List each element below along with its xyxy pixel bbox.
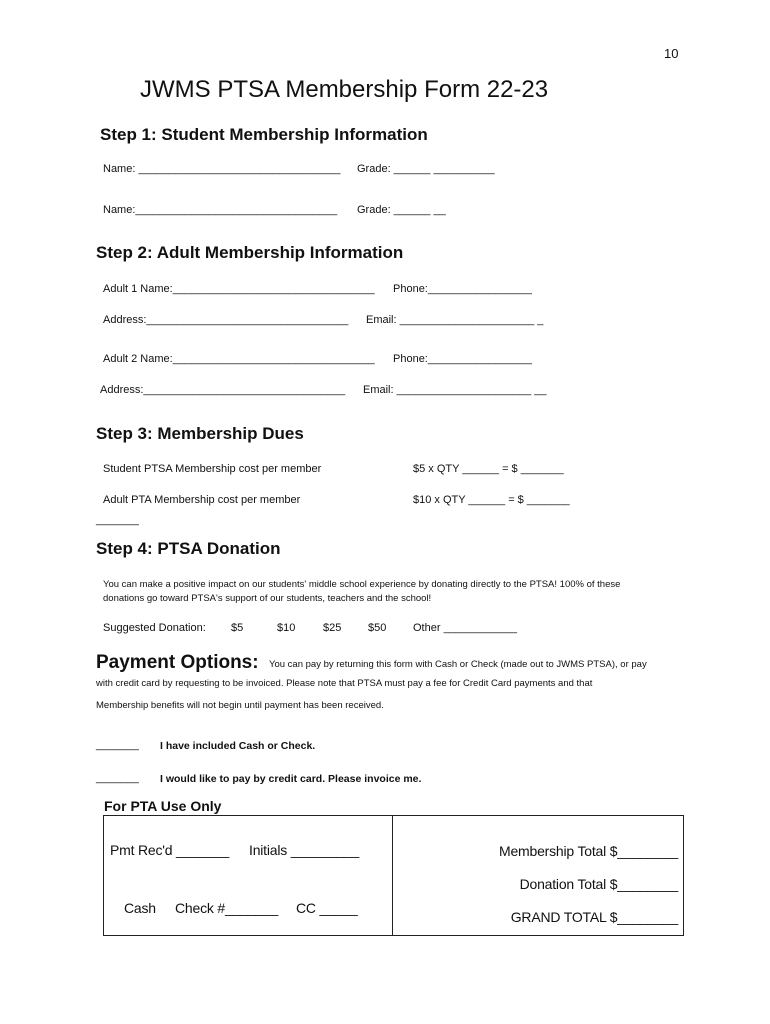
adult2-name-field[interactable]: Adult 2 Name:_________________________________: [103, 353, 375, 365]
donation-total-field[interactable]: Donation Total $________: [519, 876, 678, 892]
adult1-email-field[interactable]: Email: ______________________ _: [366, 314, 544, 326]
payment-text-line3: Membership benefits will not begin until payment has been received.: [96, 700, 384, 711]
student-dues-label: Student PTSA Membership cost per member: [103, 463, 322, 475]
donation-text-line1: You can make a positive impact on our students' middle school experience by donating directly to the PTSA! 100% of these: [103, 579, 621, 590]
membership-total-field[interactable]: Membership Total $________: [498, 843, 678, 859]
pta-use-left-box: [103, 815, 393, 936]
donation-text-line2: donations go toward PTSA's support of our students, teachers and the school!: [103, 593, 432, 604]
grand-total-field[interactable]: GRAND TOTAL $________: [510, 909, 678, 925]
payment-text-line2: with credit card by requesting to be invoiced. Please note that PTSA must pay a fee for Credit Card payments and that: [96, 678, 593, 689]
adult2-phone-field[interactable]: Phone:_________________: [393, 353, 532, 365]
student2-grade-field[interactable]: Grade: ______ __: [357, 204, 446, 216]
pmt-recd-field[interactable]: Pmt Rec'd _______: [110, 842, 230, 858]
student2-name-field[interactable]: Name:_________________________________: [103, 204, 338, 216]
adult-dues-calc[interactable]: $10 x QTY ______ = $ _______: [413, 494, 570, 506]
adult-dues-label: Adult PTA Membership cost per member: [103, 494, 301, 506]
adult1-address-field[interactable]: Address:_________________________________: [103, 314, 349, 326]
page-title: JWMS PTSA Membership Form 22-23: [140, 76, 549, 103]
step3-heading: Step 3: Membership Dues: [96, 424, 304, 443]
credit-card-label: I would like to pay by credit card. Please invoice me.: [160, 773, 422, 785]
suggested-donation-label: Suggested Donation:: [103, 622, 206, 634]
pta-use-heading: For PTA Use Only: [104, 798, 222, 814]
donation-option-10[interactable]: $10: [277, 622, 296, 634]
student-dues-calc[interactable]: $5 x QTY ______ = $ _______: [413, 463, 564, 475]
donation-option-5[interactable]: $5: [231, 622, 244, 634]
cc-field[interactable]: CC _____: [296, 900, 358, 916]
adult2-email-field[interactable]: Email: ______________________ __: [363, 384, 547, 396]
adult1-phone-field[interactable]: Phone:_________________: [393, 283, 532, 295]
adult1-name-field[interactable]: Adult 1 Name:_________________________________: [103, 283, 375, 295]
donation-option-25[interactable]: $25: [323, 622, 342, 634]
step4-heading: Step 4: PTSA Donation: [96, 539, 281, 558]
step2-heading: Step 2: Adult Membership Information: [96, 243, 404, 262]
student1-name-field[interactable]: Name: _________________________________: [103, 163, 341, 175]
donation-other-field[interactable]: Other ____________: [413, 622, 517, 634]
cash-check-blank[interactable]: _______: [96, 739, 139, 751]
cash-label: Cash: [124, 900, 156, 916]
adult2-address-field[interactable]: Address:_________________________________: [100, 384, 346, 396]
payment-heading: Payment Options:: [96, 652, 259, 673]
dues-extra-line: _______: [96, 514, 139, 526]
student1-grade-field[interactable]: Grade: ______ __________: [357, 163, 495, 175]
step1-heading: Step 1: Student Membership Information: [100, 125, 428, 144]
check-number-field[interactable]: Check #_______: [175, 900, 279, 916]
page-number: 10: [664, 46, 679, 61]
initials-field[interactable]: Initials _________: [249, 842, 360, 858]
donation-option-50[interactable]: $50: [368, 622, 387, 634]
cash-check-label: I have included Cash or Check.: [160, 740, 316, 752]
payment-text-line1: You can pay by returning this form with Cash or Check (made out to JWMS PTSA), or pay: [269, 659, 647, 670]
credit-card-blank[interactable]: _______: [96, 772, 139, 784]
